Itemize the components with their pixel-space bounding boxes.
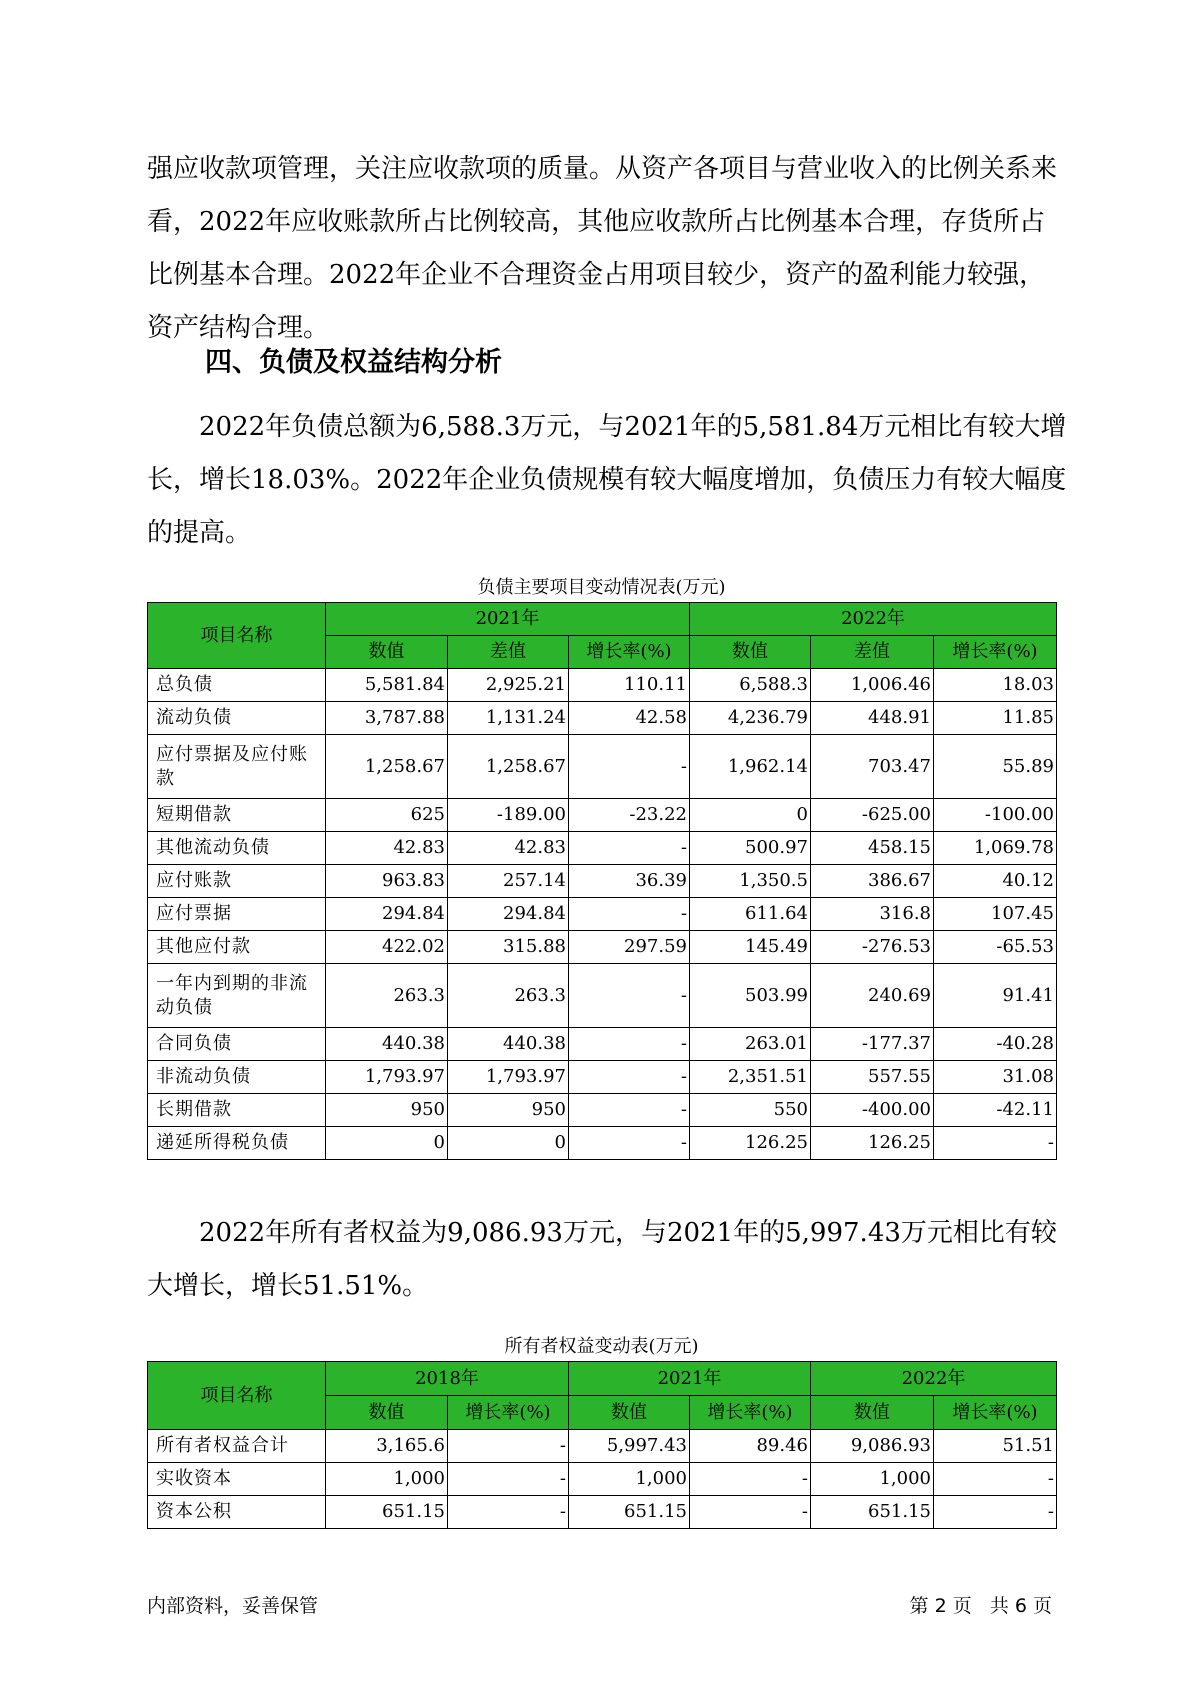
table-cell: -40.28 (934, 1028, 1057, 1061)
col-subheader: 增长率(%) (934, 1396, 1057, 1430)
table-row (148, 865, 1057, 898)
table-cell: 1,258.67 (326, 735, 448, 799)
table-cell: 557.55 (811, 1061, 934, 1094)
table-cell: 440.38 (448, 1028, 569, 1061)
table-cell: 625 (326, 799, 448, 832)
col-subheader: 增长率(%) (569, 636, 690, 669)
table-cell: 2,925.21 (448, 669, 569, 702)
table-row (148, 1094, 1057, 1127)
table-cell: 4,236.79 (690, 702, 811, 735)
table-cell: 5,581.84 (326, 669, 448, 702)
row-label: 实收资本 (148, 1463, 326, 1496)
table-cell: 500.97 (690, 832, 811, 865)
row-label: 长期借款 (148, 1094, 326, 1127)
row-label: 应付票据 (148, 898, 326, 931)
row-label: 资本公积 (148, 1496, 326, 1529)
equity-summary-paragraph: 2022年所有者权益为9,086.93万元，与2021年的5,997.43万元相比有较大增长，增长51.51%。 (147, 1218, 1057, 1301)
col-header-item-name: 项目名称 (148, 603, 326, 669)
table-row (148, 1496, 1057, 1529)
row-label: 应付票据及应付账款 (148, 735, 326, 799)
footer-page-number: 第 2 页 共 6 页 (909, 1595, 1052, 1617)
table-cell: 110.11 (569, 669, 690, 702)
table-cell: 2,351.51 (690, 1061, 811, 1094)
table-cell: 422.02 (326, 931, 448, 964)
table-cell: 1,350.5 (690, 865, 811, 898)
table-row (148, 964, 1057, 1028)
col-header-year: 2018年 (326, 1362, 569, 1396)
table-cell: 1,793.97 (326, 1061, 448, 1094)
row-label: 流动负债 (148, 702, 326, 735)
table-cell: 950 (326, 1094, 448, 1127)
table-cell: 440.38 (326, 1028, 448, 1061)
table-cell: -42.11 (934, 1094, 1057, 1127)
table-cell: 126.25 (690, 1127, 811, 1160)
col-subheader: 数值 (690, 636, 811, 669)
table-cell: -400.00 (811, 1094, 934, 1127)
table-row (148, 1028, 1057, 1061)
table-cell: 1,006.46 (811, 669, 934, 702)
table-row (148, 1061, 1057, 1094)
liability-summary-paragraph: 2022年负债总额为6,588.3万元，与2021年的5,581.84万元相比有较大增长，增长18.03%。2022年企业负债规模有较大幅度增加，负债压力有较大幅度的提高。 (147, 412, 1067, 548)
table-cell: 3,787.88 (326, 702, 448, 735)
col-subheader: 数值 (326, 1396, 448, 1430)
table-row (148, 702, 1057, 735)
table-row (148, 898, 1057, 931)
table-cell: - (448, 1430, 569, 1463)
table-cell: 1,000 (326, 1463, 448, 1496)
table-cell: - (448, 1496, 569, 1529)
col-subheader: 差值 (448, 636, 569, 669)
section-heading: 四、负债及权益结构分析 (205, 347, 502, 378)
table-row (148, 1127, 1057, 1160)
table-row (148, 669, 1057, 702)
table-cell: 1,131.24 (448, 702, 569, 735)
col-header-item-name: 项目名称 (148, 1362, 326, 1430)
table-cell: -189.00 (448, 799, 569, 832)
table-cell: -276.53 (811, 931, 934, 964)
table-cell: 1,793.97 (448, 1061, 569, 1094)
table-cell: 11.85 (934, 702, 1057, 735)
row-label: 应付账款 (148, 865, 326, 898)
table-row (148, 832, 1057, 865)
footer-confidential-note: 内部资料，妥善保管 (147, 1595, 319, 1617)
table-cell: 0 (326, 1127, 448, 1160)
table-cell: 316.8 (811, 898, 934, 931)
row-label: 其他应付款 (148, 931, 326, 964)
table-cell: 126.25 (811, 1127, 934, 1160)
row-label: 递延所得税负债 (148, 1127, 326, 1160)
table-cell: 963.83 (326, 865, 448, 898)
table-cell: 42.83 (448, 832, 569, 865)
table-cell: - (690, 1463, 811, 1496)
table-cell: 1,069.78 (934, 832, 1057, 865)
liability-table-caption: 负债主要项目变动情况表(万元) (477, 577, 726, 598)
table-cell: 550 (690, 1094, 811, 1127)
table-cell: 89.46 (690, 1430, 811, 1463)
col-header-year: 2021年 (569, 1362, 811, 1396)
col-header-year-2021: 2021年 (326, 603, 690, 636)
equity-table (147, 1361, 1057, 1529)
row-label: 所有者权益合计 (148, 1430, 326, 1463)
table-cell: 91.41 (934, 964, 1057, 1028)
table-cell: 1,000 (811, 1463, 934, 1496)
col-header-year-2022: 2022年 (690, 603, 1057, 636)
col-subheader: 差值 (811, 636, 934, 669)
table-row (148, 931, 1057, 964)
table-cell: 55.89 (934, 735, 1057, 799)
row-label: 总负债 (148, 669, 326, 702)
table-cell: 42.83 (326, 832, 448, 865)
table-row (148, 799, 1057, 832)
table-cell: 263.3 (448, 964, 569, 1028)
table-cell: - (569, 832, 690, 865)
table-cell: - (569, 1061, 690, 1094)
equity-table-caption: 所有者权益变动表(万元) (504, 1336, 699, 1357)
col-subheader: 增长率(%) (448, 1396, 569, 1430)
table-cell: 51.51 (934, 1430, 1057, 1463)
table-cell: 1,962.14 (690, 735, 811, 799)
table-cell: 386.67 (811, 865, 934, 898)
table-cell: - (569, 1028, 690, 1061)
col-header-year: 2022年 (811, 1362, 1057, 1396)
table-cell: 145.49 (690, 931, 811, 964)
table-cell: 257.14 (448, 865, 569, 898)
table-cell: 703.47 (811, 735, 934, 799)
table-cell: 5,997.43 (569, 1430, 690, 1463)
table-cell: 18.03 (934, 669, 1057, 702)
table-cell: 42.58 (569, 702, 690, 735)
table-cell: 1,258.67 (448, 735, 569, 799)
table-cell: - (934, 1127, 1057, 1160)
col-subheader: 数值 (569, 1396, 690, 1430)
table-cell: 294.84 (448, 898, 569, 931)
intro-paragraph: 强应收款项管理，关注应收款项的质量。从资产各项目与营业收入的比例关系来看，2022年应收账款所占比例较高，其他应收款所占比例基本合理，存货所占比例基本合理。2022年企业不合理资金占用项目较少，资产的盈利能力较强，资产结构合理。 (147, 154, 1058, 343)
col-subheader: 数值 (811, 1396, 934, 1430)
table-cell: 263.3 (326, 964, 448, 1028)
table-cell: - (569, 735, 690, 799)
liability-table (147, 602, 1057, 1160)
row-label: 其他流动负债 (148, 832, 326, 865)
table-cell: 240.69 (811, 964, 934, 1028)
table-cell: -100.00 (934, 799, 1057, 832)
table-cell: 503.99 (690, 964, 811, 1028)
col-subheader: 增长率(%) (934, 636, 1057, 669)
table-cell: 458.15 (811, 832, 934, 865)
table-cell: 6,588.3 (690, 669, 811, 702)
table-cell: 0 (690, 799, 811, 832)
table-cell: 294.84 (326, 898, 448, 931)
table-cell: -625.00 (811, 799, 934, 832)
table-cell: 315.88 (448, 931, 569, 964)
table-cell: - (569, 1094, 690, 1127)
row-label: 合同负债 (148, 1028, 326, 1061)
table-cell: - (448, 1463, 569, 1496)
table-cell: - (934, 1496, 1057, 1529)
table-cell: 107.45 (934, 898, 1057, 931)
table-cell: 0 (448, 1127, 569, 1160)
table-cell: 651.15 (569, 1496, 690, 1529)
col-subheader: 增长率(%) (690, 1396, 811, 1430)
table-cell: 611.64 (690, 898, 811, 931)
table-cell: 448.91 (811, 702, 934, 735)
table-row (148, 1463, 1057, 1496)
table-cell: 31.08 (934, 1061, 1057, 1094)
table-cell: 651.15 (326, 1496, 448, 1529)
table-cell: -177.37 (811, 1028, 934, 1061)
table-row (148, 735, 1057, 799)
row-label: 非流动负债 (148, 1061, 326, 1094)
col-subheader: 数值 (326, 636, 448, 669)
table-cell: 263.01 (690, 1028, 811, 1061)
table-cell: -65.53 (934, 931, 1057, 964)
table-cell: 651.15 (811, 1496, 934, 1529)
table-cell: 297.59 (569, 931, 690, 964)
table-cell: 40.12 (934, 865, 1057, 898)
table-cell: - (569, 964, 690, 1028)
table-cell: 1,000 (569, 1463, 690, 1496)
table-cell: 9,086.93 (811, 1430, 934, 1463)
table-cell: - (569, 898, 690, 931)
table-cell: 3,165.6 (326, 1430, 448, 1463)
table-cell: 36.39 (569, 865, 690, 898)
row-label: 一年内到期的非流动负债 (148, 964, 326, 1028)
table-cell: - (569, 1127, 690, 1160)
table-cell: - (690, 1496, 811, 1529)
table-cell: - (934, 1463, 1057, 1496)
table-cell: 950 (448, 1094, 569, 1127)
table-cell: -23.22 (569, 799, 690, 832)
row-label: 短期借款 (148, 799, 326, 832)
table-row (148, 1430, 1057, 1463)
